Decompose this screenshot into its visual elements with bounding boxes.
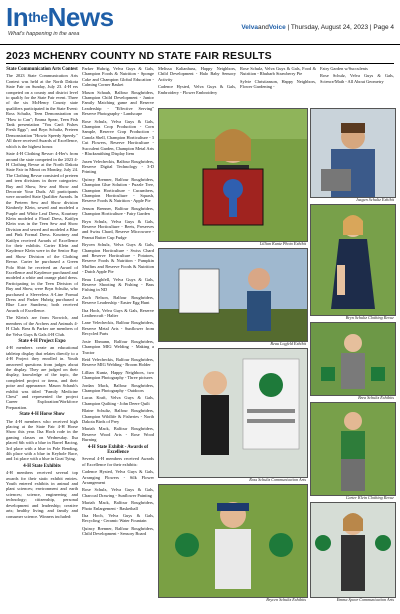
photo-illustration	[311, 109, 395, 197]
paragraph: Brycen Schulz, Velva Guys & Gals, Champion Horticulture - Swiss Chard and Reserve Horticulture - Potatoes, Reserve Foods & Nutrition - Pumpkin Muffins and Reserve Foods & Nutrition - Dutch Apple Pie	[82, 242, 154, 275]
section-heading: State Communication Arts Contest	[6, 67, 78, 72]
logo-in: In	[6, 2, 29, 32]
photo-caption: Jaxgen Schultz Exhibit	[355, 197, 394, 202]
photo-illustration	[311, 205, 395, 315]
section-heading: 4-H State Exhibit - Awards of Excellence	[87, 444, 149, 455]
section-heading: State 4-H Horse Show	[19, 412, 65, 418]
photo-bryn-schultz[interactable]	[310, 204, 396, 316]
paragraph: Bryn Schulz, Velva Guys & Gals, Reserve Horticulture - Beets, Preserves and Swiss Chard, Reserve Microwave - Peanut Butter Cup Fudge	[82, 218, 154, 240]
page-headline: 2023 MCHENRY COUNTY ND STATE FAIR RESULTS	[6, 50, 272, 62]
paragraph: Lillian Kuntz, Happy Neighbors, two Champion Photography - Three pictures	[82, 369, 154, 381]
column-4	[240, 66, 316, 106]
paragraph: The Klein's are from Norwich, and members of the Archers and Animals 4-H Club. Brea & Parker are members of the Velva Guys & Gals 4-H Club.	[6, 315, 78, 337]
paragraph: 4-H members received several top awards for their static exhibit entries. Youth entered exhibits in animal and plant sciences; environment and earth sciences; science, engineering and technology; citizenship, personal development and leadership; creative arts; healthy living; and family and consumer science. Winners included:	[6, 470, 78, 519]
photo-illustration	[311, 323, 395, 395]
photo-emma-spear[interactable]	[310, 502, 396, 598]
paragraph: Fairy Garden w/Succulents	[320, 66, 368, 71]
logo-news: News	[47, 2, 114, 32]
photo-caption: Bryn Schultz Clothing Revue	[345, 315, 394, 320]
photo-caption: Ross Schultz Communication Arts	[249, 477, 306, 482]
photo-jaxgen-exhibit[interactable]	[310, 108, 396, 198]
paragraph: Lane Velecheckis, Balfour Roughriders, Reserve Metal Arts - Sunflower from Recycled Parts	[82, 320, 154, 337]
column-3	[158, 66, 236, 106]
photo-lillian-kuntz[interactable]	[158, 108, 308, 242]
section-heading: State 4-H Project Expo	[18, 338, 66, 344]
paragraph: Rose Schulz, Velva Guys & Gals, Science/Math - All About Geometry	[320, 73, 394, 84]
paragraph: Rose Schulz, Velva Guys & Gals, Charcoal Drawing - Sunflower Painting	[82, 487, 154, 498]
masthead	[0, 0, 400, 45]
paragraph: Mariah Mack, Balfour Roughriders, Reserve Wood Arts - Rose Wood Burning	[82, 426, 154, 443]
section-heading: 4-H State Exhibits	[23, 463, 61, 469]
photo-illustration	[159, 485, 307, 597]
paper-name-b: Voice	[268, 24, 286, 31]
paragraph: Blaine Schultz, Balfour Roughriders, Champion Wildlife & Fisheries - North Dakota Birds of Prey	[82, 408, 154, 424]
paper-name-a: Velva	[241, 24, 258, 31]
photo-illustration	[159, 349, 307, 477]
paragraph: Quincy Brenner, Balfour Roughriders, Child Development - Sensory Board	[82, 525, 154, 537]
logo-the: the	[28, 9, 48, 25]
photo-caption: Brycen Schultz Exhibits	[266, 597, 306, 602]
photo-illustration	[311, 403, 395, 495]
paragraph: Jaxen Velecheckis, Balfour Roughriders, Reserve Digital Technology - 3-D Printing	[82, 158, 154, 175]
photo-caption: Brea Schultz Exhibits	[358, 395, 394, 400]
paragraph: Lucas Kraft, Velva Guys & Gals, Champion Quilting - John Deere Quilt	[82, 395, 154, 406]
paragraph: Cadence Hysted, Velva Guys & Gals, Arranging Flowers - Silk Flower Arrangement	[82, 469, 154, 486]
paragraph: Mason Schaub, Balfour Roughriders, Champion Child Development - Junior Family Matching game and Reserve Leadership - "Effective Serving" Reserve Photography - Landscape	[82, 89, 154, 117]
paragraph: Jenson Brenner, Balfour Roughriders, Champion Horticulture - Fairy Garden	[82, 205, 154, 217]
tagline: What's happening in the area	[8, 31, 80, 37]
paragraph: Parker Hubrig, Velva Guys & Gals, Champion Foods & Nutrition - Sponge Cake and Champion Global Education - Calming Corner Basket	[82, 66, 154, 88]
paragraph: Jordan Mack, Balfour Roughriders, Champion Photography - Outdoors	[82, 382, 154, 393]
newspaper-logo[interactable]	[6, 4, 114, 30]
issue-info	[241, 24, 394, 31]
photo-carter-klein[interactable]	[310, 402, 396, 496]
photo-beau-logfeld[interactable]	[158, 248, 308, 342]
paragraph: Mariah Mack, Balfour Roughriders, Photo Enlargement - Basketball	[82, 500, 154, 511]
paragraph: Melissa Kalianhuss, Happy Neighbors, Child Development - Halo Baby Sensory Activity	[158, 66, 236, 82]
paragraph: Quincy Brenner, Balfour Roughriders, Champion Glue Solution - Puzzle Tree, Champion Horticulture - Cucumbers, Champion Horticulture - Squash, Reserve Foods & Nutrition - Apple Pie	[82, 176, 154, 204]
paragraph: Zach Nelson, Balfour Roughriders, Reserve Leadership - Easter Egg Hunt	[82, 294, 154, 306]
photo-illustration	[159, 249, 307, 341]
paper-name-and: and	[257, 24, 269, 31]
paragraph: Josie Ehmann, Balfour Roughriders, Champion MIG Welding - Making a Tractor	[82, 338, 154, 355]
photo-brea-schultz[interactable]	[310, 322, 396, 396]
paragraph: Ilsa Hoch, Velva Guys & Gals, Recycling - Ceramic Water Fountain	[82, 513, 154, 524]
paragraph: Sylvie Christianson, Happy Neighbors, Flower Gardening -	[240, 78, 316, 90]
paragraph: Beau Loghfell, Velva Guys & Gals, Reserve Shooting & Fishing - Bass Fishing in ND	[82, 276, 154, 293]
paragraph: State 4-H Clothing Revue: 4-Her's from around the state competed in the 2023 4-H Clothing Revue at the North Dakota State Fair in Minot on Monday, July 24. The Clothing Revue consisted of preteen and teen divisions in three categories: Buy and Show, Sew and Show and Decorate Your Duds. All participants were awarded State Qualifier Awards. In the Preteen Sew and Show division Kimberly Klein, sewed and modeled a Purple and White Leaf Dress, Kourtney Klein modeled a Floral Dress, Kaitlyn Klein was in the Teen Sew and Show Division and sewed and modeled a Blue and Pink Formal Dress. Kourtney and Kaitlyn received Awards of Excellence for their exhibits. Carter Klein and Kaydence Klein were in the Senior Buy and Show Division of the Clothing Revue. Carter he purchased a Green Polo Shirt he received an Award of Excellence and Kaydence purchased and modeled a white and orange plaid dress. Participating in the Teen Division of Buy and Show, were Bryn Schultz, who purchased a Sleeveless A-Line Formal Dress and Parker Hubrig purchased a Blue Lace Sundress; both received Awards of Excellence.	[6, 151, 78, 313]
headline-rule	[6, 63, 394, 64]
paragraph: Reid Velecheckis, Balfour Roughriders, Reserve MIG Welding - Broom Holder	[82, 356, 154, 368]
paragraph: Cadence Hysted, Velva Guys & Gals, Embroidery - Flower Embroidery	[158, 84, 236, 95]
column-1	[6, 66, 78, 610]
photo-ross-schultz[interactable]	[158, 348, 308, 478]
photo-illustration	[159, 109, 307, 241]
issue-date-page: | Thursday, August 24, 2023 | Page 4	[287, 24, 394, 31]
photo-brycen-schultz[interactable]	[158, 484, 308, 598]
paragraph: 4-H members create an educational tabletop display that relates directly to a 4-H Project they enrolled in. Youth answered questions from judges about the display. They are judged on their display, knowledge of the topic, the completed project or items, and their poise and appearance. Mason Schaub's exhibit was titled "Family Medicine Chest" and represented the project Career Exploration/Workforce Preparation.	[6, 345, 78, 410]
paragraph: Rose Schulz, Velva Guys & Gals, Food & Nutrition - Rhubarb Strawberry Pie	[240, 66, 316, 77]
paragraph: The 4-H members who received high placing at the State Fair 4-H Horse Show this year. Ilsa Hoch rode in the gaming classes on Wednesday. Ilsa placed 6th with a blue in Barrel Racing, 3rd place with a blue in Pole Bending, 4th place with a blue in Keyhole Race, and 1st place with a blue in Goat Tying.	[6, 418, 78, 462]
photo-caption: Emma Spear Communication Arts	[336, 597, 394, 602]
paragraph: Rose Schulz, Velva Guys & Gals, Champion Crop Production - Corn Sample, Reserve Crop Production - Canola Shell, Champion Horticulture - 3 Cut Flowers, Reserve Horticulture - Succulent Garden, Champion Metal Arts - Blacksmithing Display Item	[82, 118, 154, 157]
paragraph: Ilsa Hoch, Velva Guys & Gals, Reserve Leathercraft - Halter	[82, 307, 154, 319]
column-2	[82, 66, 154, 610]
photo-caption: Carter Klein Clothing Revue	[345, 495, 394, 500]
photo-caption: Lillian Kuntz Photo Exhibit	[259, 241, 306, 246]
paragraph: The 2023 State Communication Arts Contest was held at the North Dakota State Fair on Sunday, July 23. 4-H ers competed on a county and district level to qualify for the State Fair event. Three of the six McHenry County state qualifiers participated in the State Event: Ross Schultz, Teen Demonstration on "How to Can"; Emma Spear, Teen Fish Tank presentation "You Can't Fishes Fresh Eggs"; and Bryn Schultz, Preteen Demonstration "Howto Speedy Speedy." All three received Awards of Excellence, which is the highest honor.	[6, 73, 78, 149]
photo-caption: Beau Logfeld Exhibit	[270, 341, 306, 346]
photo-illustration	[311, 503, 395, 597]
column-5	[320, 66, 394, 106]
paragraph: Several 4-H members received Awards of Excellence for their exhibits:	[82, 456, 154, 467]
